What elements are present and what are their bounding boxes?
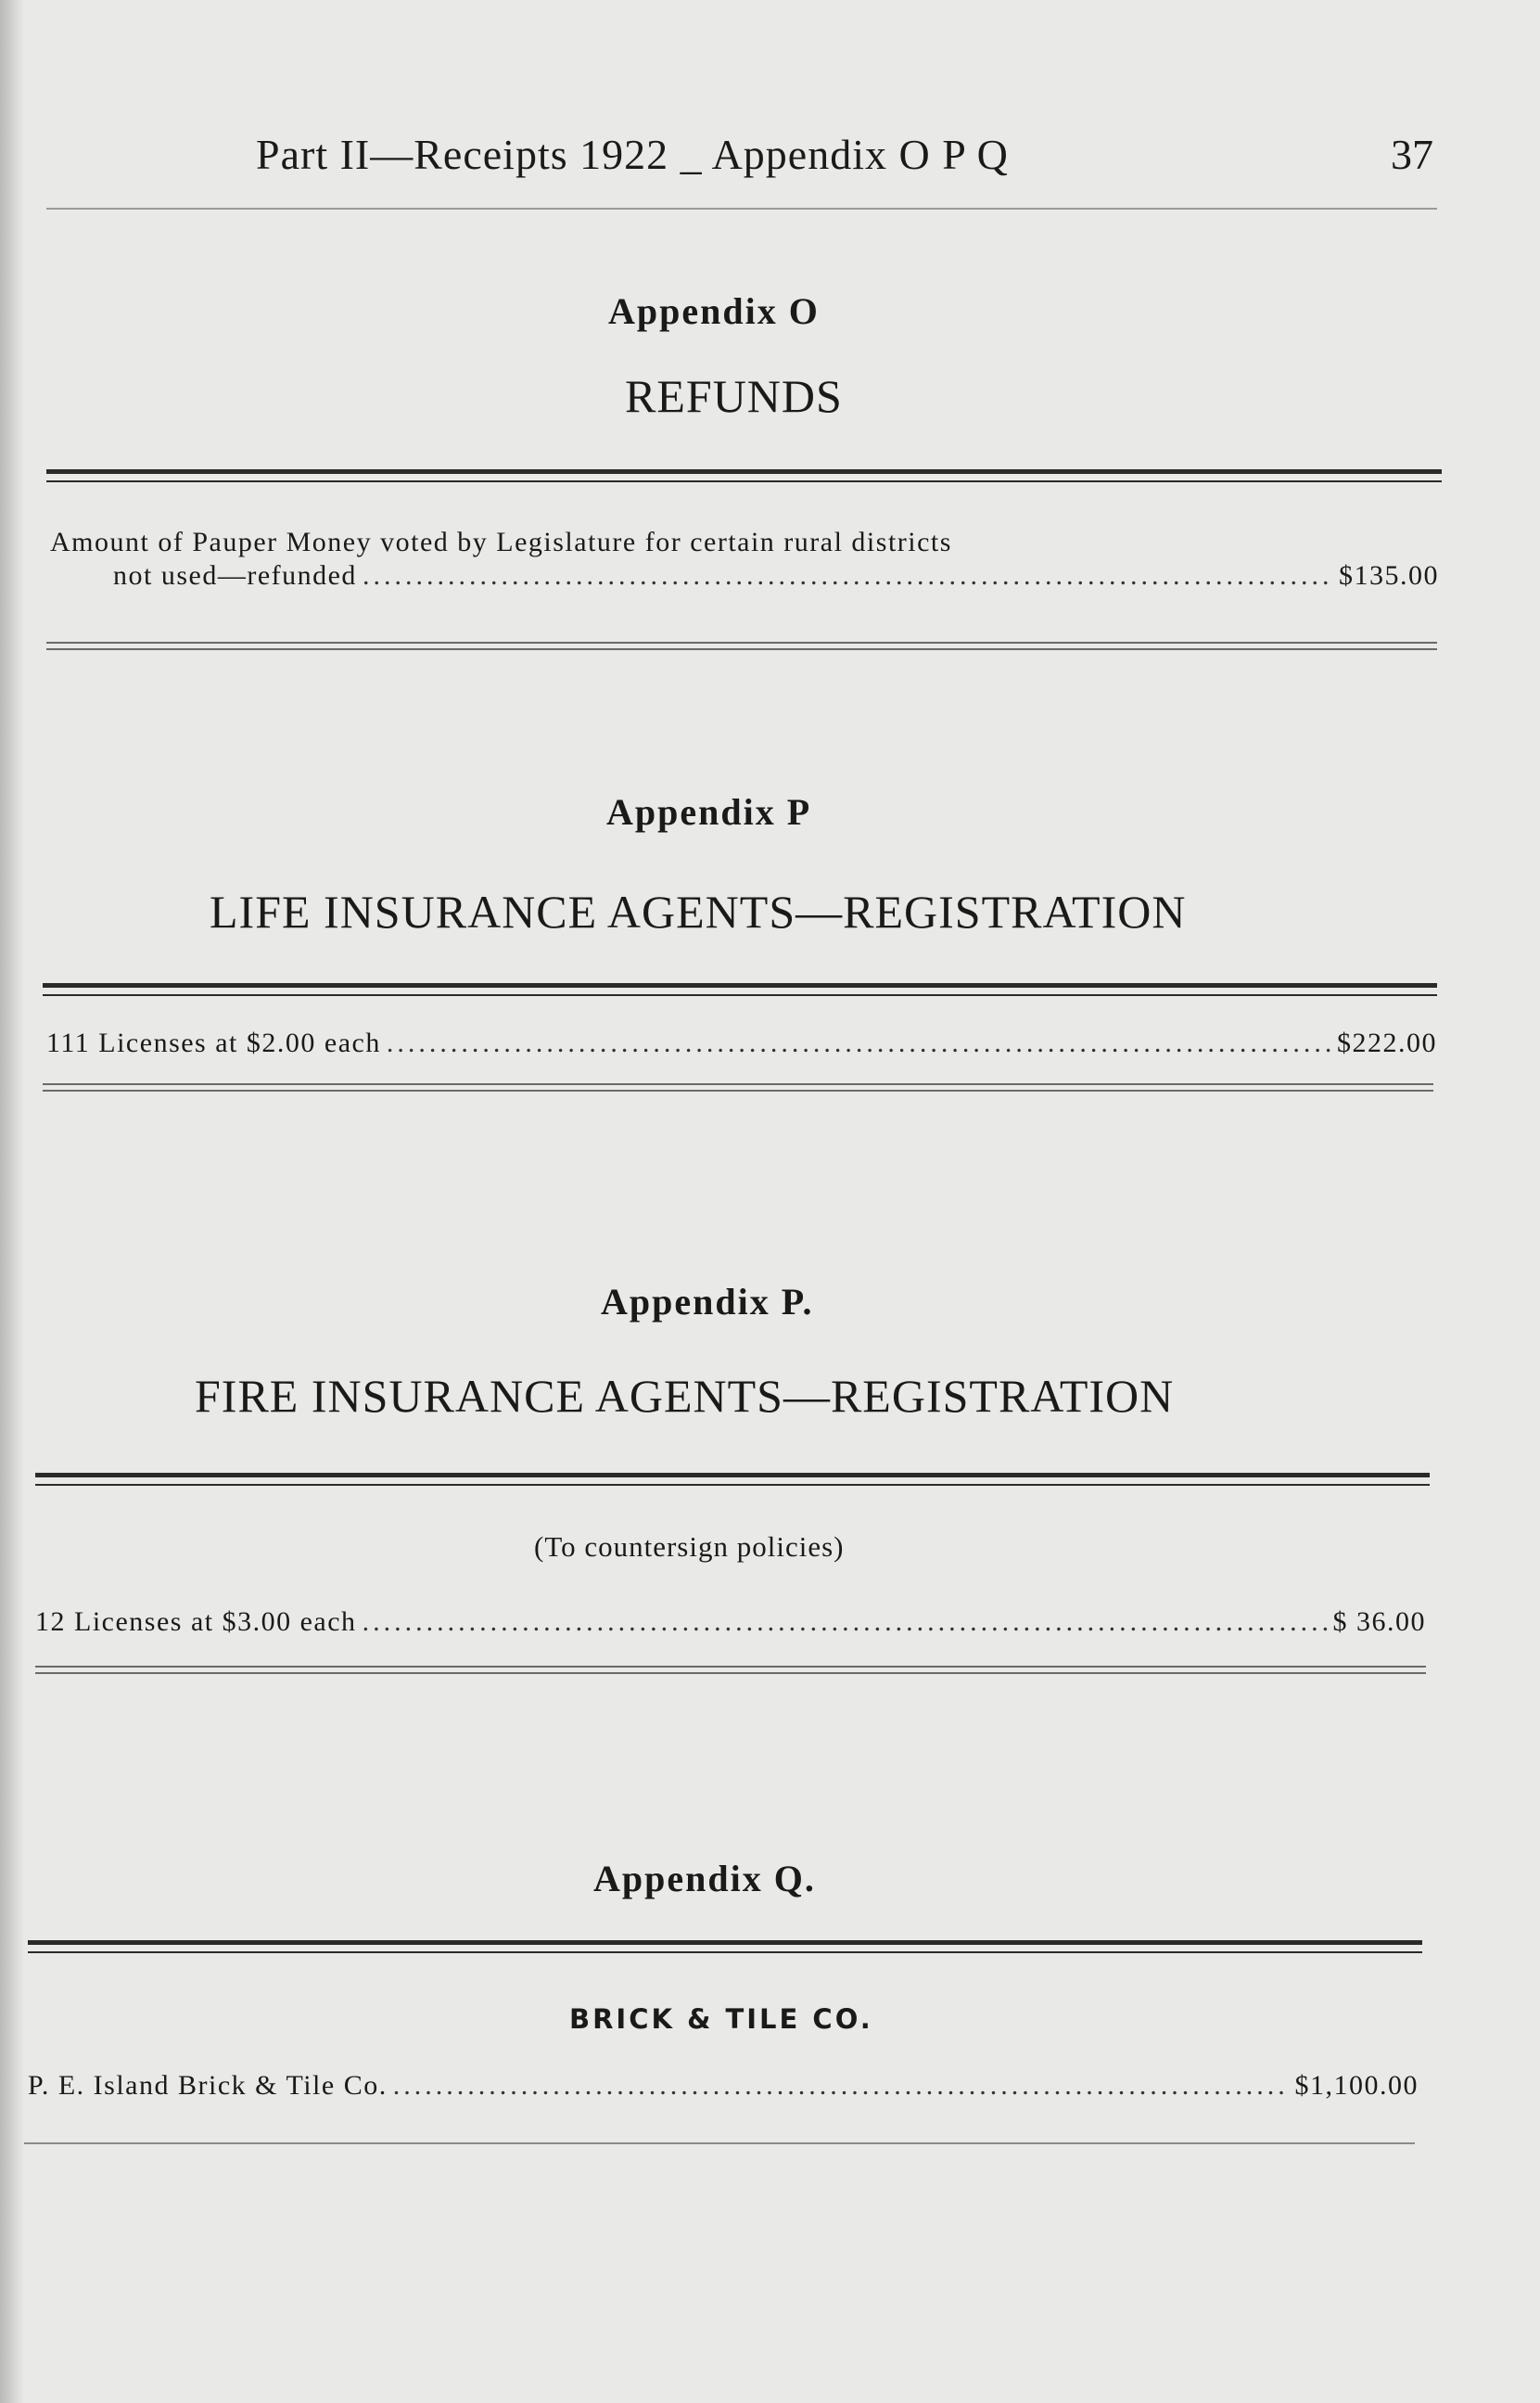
page-number: 37 — [1391, 131, 1433, 178]
running-title: Part II—Receipts 1922 _ Appendix O P Q — [256, 131, 1009, 178]
appendix-p-fire-bottom-rule — [35, 1666, 1426, 1674]
dot-leader — [393, 2070, 1290, 2102]
appendix-o-top-rule — [46, 469, 1442, 482]
appendix-p-fire-entry-text: 12 Licenses at $3.00 each — [35, 1606, 357, 1637]
appendix-q-amount: $1,100.00 — [1294, 2070, 1419, 2101]
appendix-p-life-top-rule — [43, 983, 1437, 996]
appendix-p-fire-amount: $ 36.00 — [1332, 1606, 1426, 1637]
dot-leader — [387, 1028, 1331, 1059]
appendix-p-life-label: Appendix P — [606, 791, 812, 833]
appendix-q-entry — [28, 2070, 1419, 2102]
appendix-p-life-entry — [46, 1028, 1437, 1059]
appendix-q-entry-text: P. E. Island Brick & Tile Co. — [28, 2070, 388, 2101]
appendix-p-fire-label: Appendix P. — [601, 1281, 814, 1323]
appendix-q-top-rule — [28, 1940, 1422, 1953]
appendix-p-life-bottom-rule — [43, 1083, 1433, 1092]
appendix-o-label: Appendix O — [608, 290, 820, 332]
appendix-p-fire-entry — [35, 1606, 1426, 1638]
dot-leader — [363, 560, 1333, 592]
running-header — [256, 130, 1433, 185]
appendix-q-bottom-rule — [24, 2142, 1415, 2144]
appendix-o-title: REFUNDS — [625, 370, 843, 422]
appendix-o-entry-line1: Amount of Pauper Money voted by Legislature for certain rural districts — [50, 527, 952, 557]
appendix-o-entry — [113, 560, 1439, 592]
appendix-q-heading: BRICK & TILE CO. — [569, 2003, 873, 2035]
appendix-o-bottom-rule — [46, 642, 1437, 650]
appendix-o-amount: $135.00 — [1339, 560, 1439, 591]
page-edge-shadow — [0, 0, 24, 2403]
appendix-p-fire-top-rule — [35, 1473, 1430, 1486]
appendix-o-entry-line2: not used—refunded — [113, 560, 357, 591]
appendix-q-label: Appendix Q. — [593, 1858, 816, 1899]
appendix-p-fire-subtitle: (To countersign policies) — [534, 1530, 845, 1563]
appendix-p-life-title: LIFE INSURANCE AGENTS—REGISTRATION — [210, 886, 1187, 938]
appendix-p-life-amount: $222.00 — [1337, 1028, 1437, 1058]
header-rule — [46, 208, 1437, 210]
appendix-p-fire-title: FIRE INSURANCE AGENTS—REGISTRATION — [195, 1370, 1175, 1422]
dot-leader — [363, 1606, 1328, 1638]
appendix-p-life-entry-text: 111 Licenses at $2.00 each — [46, 1028, 381, 1058]
